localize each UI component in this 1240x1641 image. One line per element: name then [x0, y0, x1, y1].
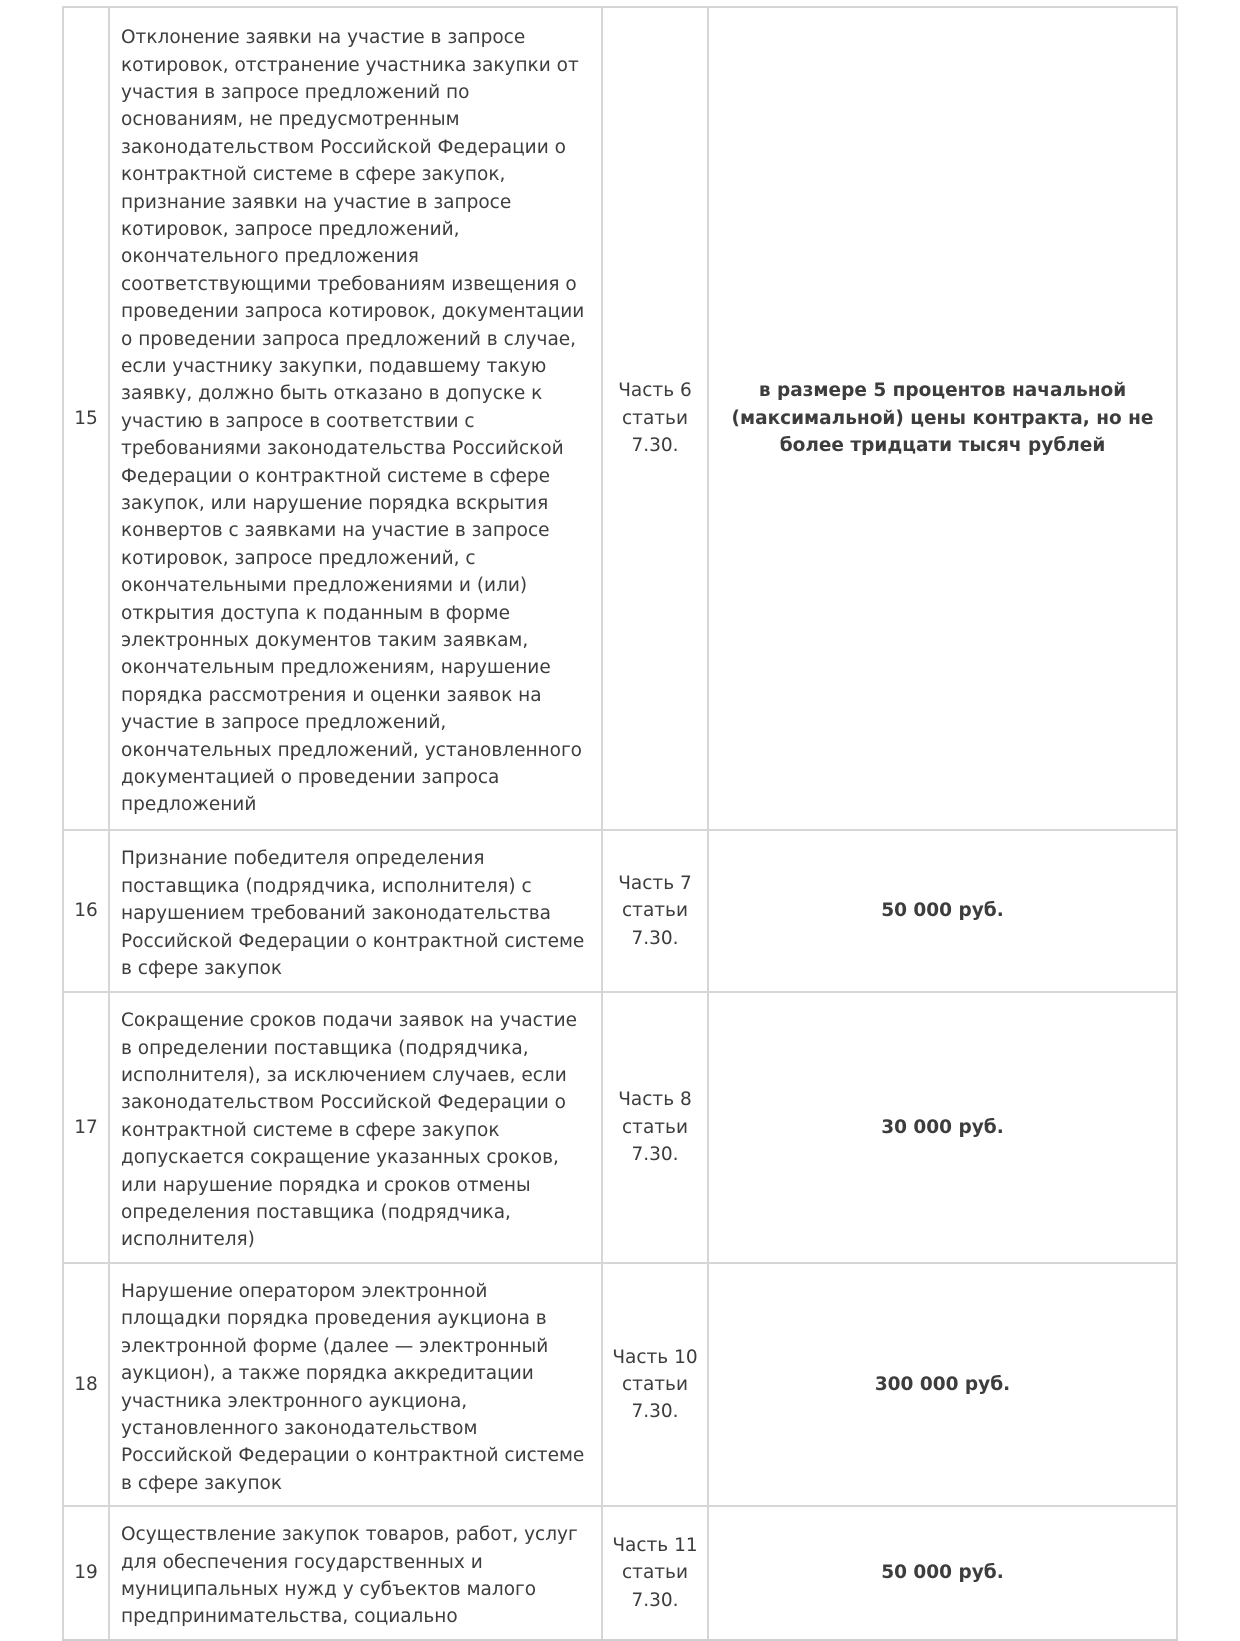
row-number: 15	[63, 7, 109, 830]
row-number: 19	[63, 1506, 109, 1640]
table-row	[63, 7, 1177, 830]
article-reference: Часть 6 статьи 7.30.	[602, 7, 708, 830]
violation-description: Нарушение оператором электронной площадки порядка проведения аукциона в электронной форме (далее — электронный аукцион), а также порядка аккредитации участника электронного аукциона, установленного законодательством Российской Федерации о контрактной системе в сфере закупок	[109, 1263, 602, 1506]
row-number: 16	[63, 830, 109, 992]
violation-description: Сокращение сроков подачи заявок на участие в определении поставщика (подрядчика, исполнителя), за исключением случаев, если законодательством Российской Федерации о контрактной системе в сфере закупок допускается сокращение указанных сроков, или нарушение порядка и сроков отмены определения поставщика (подрядчика, исполнителя)	[109, 992, 602, 1263]
violation-description: Отклонение заявки на участие в запросе котировок, отстранение участника закупки от участия в запросе предложений по основаниям, не предусмотренным законодательством Российской Федерации о контрактной системе в сфере закупок, признание заявки на участие в запросе котировок, запросе предложений, окончательного предложения соответствующими требованиям извещения о проведении запроса котировок, документации о проведении запроса предложений в случае, если участнику закупки, подавшему такую заявку, должно быть отказано в допуске к участию в запросе в соответствии с требованиями законодательства Российской Федерации о контрактной системе в сфере закупок, или нарушение порядка вскрытия конвертов с заявками на участие в запросе котировок, запросе предложений, с окончательными предложениями и (или) открытия доступа к поданным в форме электронных документов таким заявкам, окончательным предложениям, нарушение порядка рассмотрения и оценки заявок на участие в запросе предложений, окончательных предложений, установленного документацией о проведении запроса предложений	[109, 7, 602, 830]
fine-amount: 50 000 руб.	[708, 1506, 1177, 1640]
fine-amount: 30 000 руб.	[708, 992, 1177, 1263]
article-reference: Часть 10 статьи 7.30.	[602, 1263, 708, 1506]
article-reference: Часть 7 статьи 7.30.	[602, 830, 708, 992]
fine-amount: 300 000 руб.	[708, 1263, 1177, 1506]
article-reference: Часть 8 статьи 7.30.	[602, 992, 708, 1263]
violation-description: Признание победителя определения поставщика (подрядчика, исполнителя) с нарушением требований законодательства Российской Федерации о контрактной системе в сфере закупок	[109, 830, 602, 992]
table-row	[63, 1506, 1177, 1640]
article-reference: Часть 11 статьи 7.30.	[602, 1506, 708, 1640]
row-number: 18	[63, 1263, 109, 1506]
table-row	[63, 830, 1177, 992]
table-row	[63, 1263, 1177, 1506]
fine-amount: в размере 5 процентов начальной (максимальной) цены контракта, но не более тридцати тысяч рублей	[708, 7, 1177, 830]
fine-amount: 50 000 руб.	[708, 830, 1177, 992]
row-number: 17	[63, 992, 109, 1263]
violation-description: Осуществление закупок товаров, работ, услуг для обеспечения государственных и муниципальных нужд у субъектов малого предпринимательства, социально	[109, 1506, 602, 1640]
penalties-table	[62, 6, 1178, 1641]
table-row	[63, 992, 1177, 1263]
